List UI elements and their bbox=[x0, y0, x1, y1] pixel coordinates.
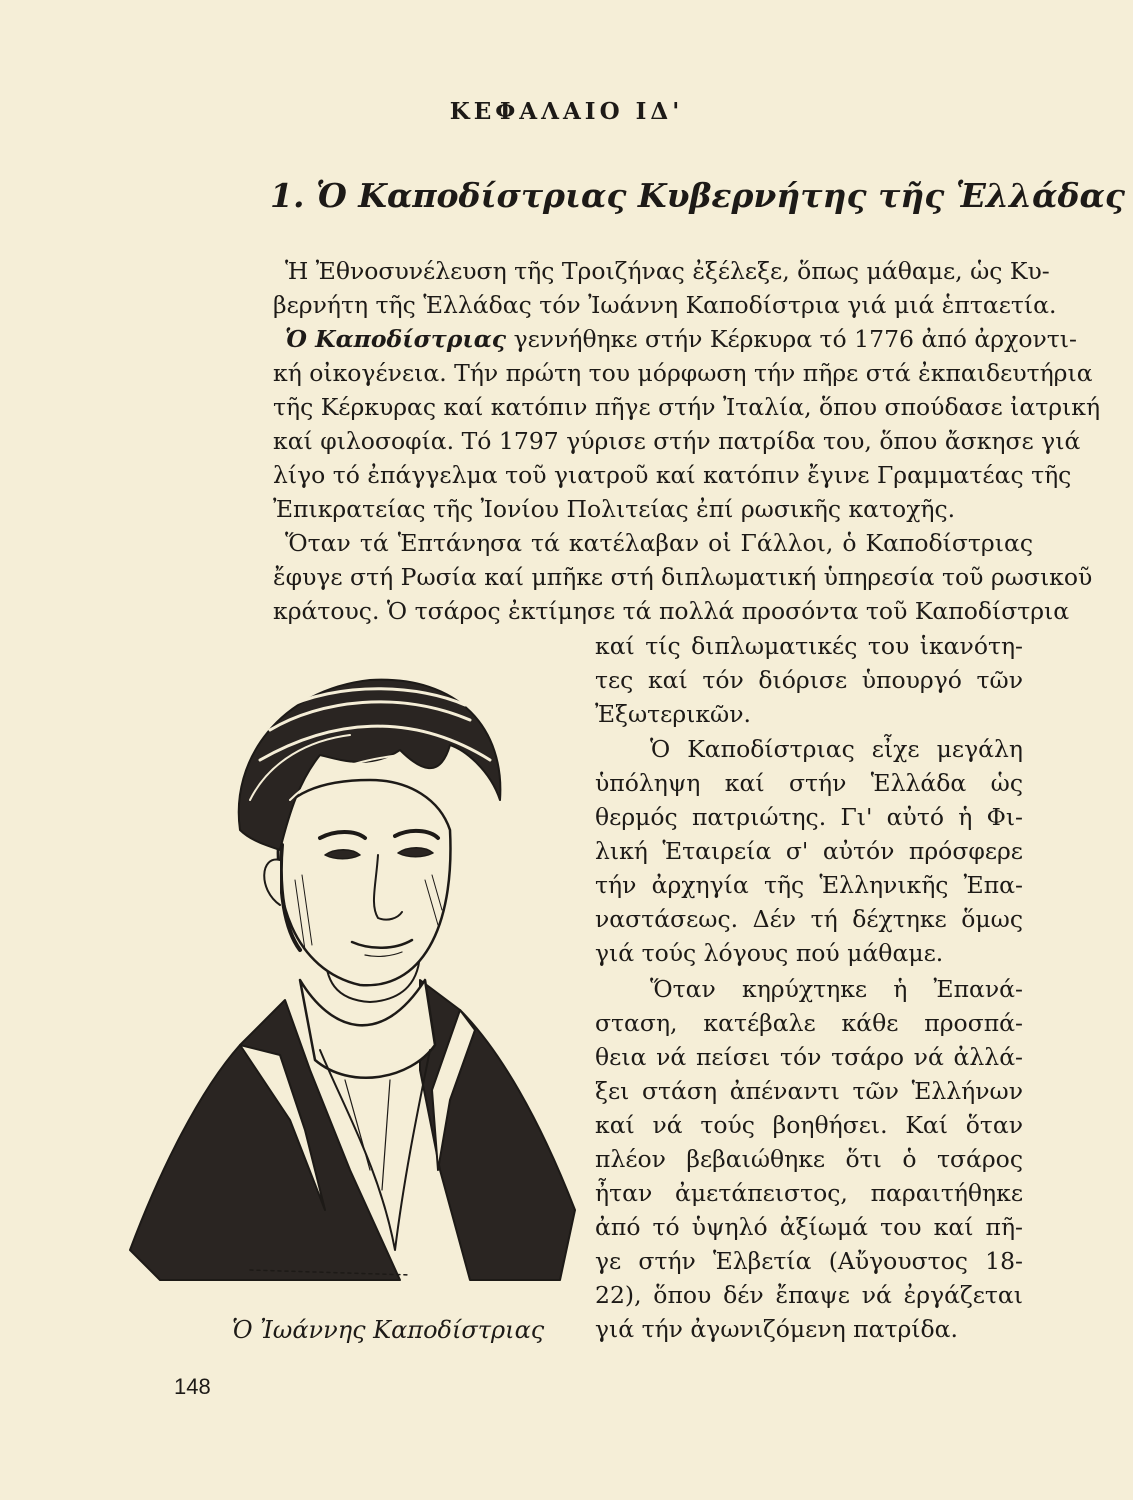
text-line: Ἐπικρατείας τῆς Ἰονίου Πολιτείας ἐπί ρωσικῆς κατοχῆς. bbox=[273, 495, 956, 523]
column-line: 22), ὅπου δέν ἔπαψε νά ἐργάζεται bbox=[595, 1281, 1023, 1309]
portrait-illustration bbox=[120, 650, 590, 1300]
column-line: καί νά τούς βοηθήσει. Καί ὅταν bbox=[595, 1111, 1023, 1139]
column-line: σταση, κατέβαλε κάθε προσπά- bbox=[595, 1009, 1023, 1037]
column-line: γιά τήν ἀγωνιζόμενη πατρίδα. bbox=[595, 1315, 959, 1343]
text-line: Ὅταν τά Ἑπτάνησα τά κατέλαβαν οἱ Γάλλοι, ὁ Καποδίστριας bbox=[285, 529, 1033, 557]
column-line: Ἐξωτερικῶν. bbox=[595, 700, 751, 728]
column-line: ὑπόληψη καί στήν Ἑλλάδα ὡς bbox=[595, 769, 1023, 797]
text-line: κή οἰκογένεια. Τήν πρώτη του μόρφωση τήν πῆρε στά ἐκπαιδευτήρια bbox=[273, 359, 1093, 387]
portrait-caption: Ὁ Ἰωάννης Καποδίστριας bbox=[232, 1316, 545, 1344]
column-line: ναστάσεως. Δέν τή δέχτηκε ὅμως bbox=[595, 905, 1023, 933]
column-line: καί τίς διπλωματικές του ἱκανότη- bbox=[595, 632, 1023, 660]
column-line: λική Ἑταιρεία σ' αὐτόν πρόσφερε bbox=[595, 837, 1023, 865]
text-line: καί φιλοσοφία. Τό 1797 γύρισε στήν πατρίδα του, ὅπου ἄσκησε γιά bbox=[273, 427, 1081, 455]
column-line: θεια νά πείσει τόν τσάρο νά ἀλλά- bbox=[595, 1043, 1023, 1071]
text-line: βερνήτη τῆς Ἑλλάδας τόν Ἰωάννη Καποδίστρια γιά μιά ἑπταετία. bbox=[273, 291, 1057, 319]
column-line: τήν ἀρχηγία τῆς Ἑλληνικῆς Ἐπα- bbox=[595, 871, 1023, 899]
text-line: τῆς Κέρκυρας καί κατόπιν πῆγε στήν Ἰταλία, ὅπου σπούδασε ἰατρική bbox=[273, 393, 1101, 421]
column-line: θερμός πατριώτης. Γι' αὐτό ἡ Φι- bbox=[595, 803, 1023, 831]
column-line: ἦταν ἀμετάπειστος, παραιτήθηκε bbox=[595, 1179, 1023, 1207]
text-line: Ἡ Ἐθνοσυνέλευση τῆς Τροιζήνας ἐξέλεξε, ὅπως μάθαμε, ὡς Κυ- bbox=[285, 257, 1050, 285]
section-heading: 1. Ὁ Καποδίστριας Κυβερνήτης τῆς Ἑλλάδας bbox=[270, 176, 1126, 215]
column-line: γε στήν Ἑλβετία (Αὔγουστος 18- bbox=[595, 1247, 1023, 1275]
bold-name: Ὁ Καποδίστριας bbox=[285, 325, 507, 353]
column-line: γιά τούς λόγους πού μάθαμε. bbox=[595, 939, 944, 967]
text-line: κράτους. Ὁ τσάρος ἐκτίμησε τά πολλά προσόντα τοῦ Καποδίστρια bbox=[273, 597, 1070, 625]
text-line: ἔφυγε στή Ρωσία καί μπῆκε στή διπλωματική ὑπηρεσία τοῦ ρωσικοῦ bbox=[273, 563, 1093, 591]
column-line: Ὅταν κηρύχτηκε ἡ Ἐπανά- bbox=[650, 975, 1023, 1003]
column-line: Ὁ Καποδίστριας εἶχε μεγάλη bbox=[650, 735, 1023, 763]
column-line: ἀπό τό ὑψηλό ἀξίωμά του καί πῆ- bbox=[595, 1213, 1023, 1241]
text-line: λίγο τό ἐπάγγελμα τοῦ γιατροῦ καί κατόπιν ἔγινε Γραμματέας τῆς bbox=[273, 461, 1072, 489]
chapter-title: ΚΕΦΑΛΑΙΟ ΙΔ' bbox=[449, 98, 684, 125]
text-line: Ὁ Καποδίστριας γεννήθηκε στήν Κέρκυρα τό 1776 ἀπό ἀρχοντι- bbox=[285, 325, 1077, 353]
page-number: 148 bbox=[174, 1374, 211, 1399]
column-line: τες καί τόν διόρισε ὑπουργό τῶν bbox=[595, 666, 1023, 694]
column-line: πλέον βεβαιώθηκε ὅτι ὁ τσάρος bbox=[595, 1145, 1023, 1173]
column-line: ξει στάση ἀπέναντι τῶν Ἑλλήνων bbox=[595, 1077, 1023, 1105]
